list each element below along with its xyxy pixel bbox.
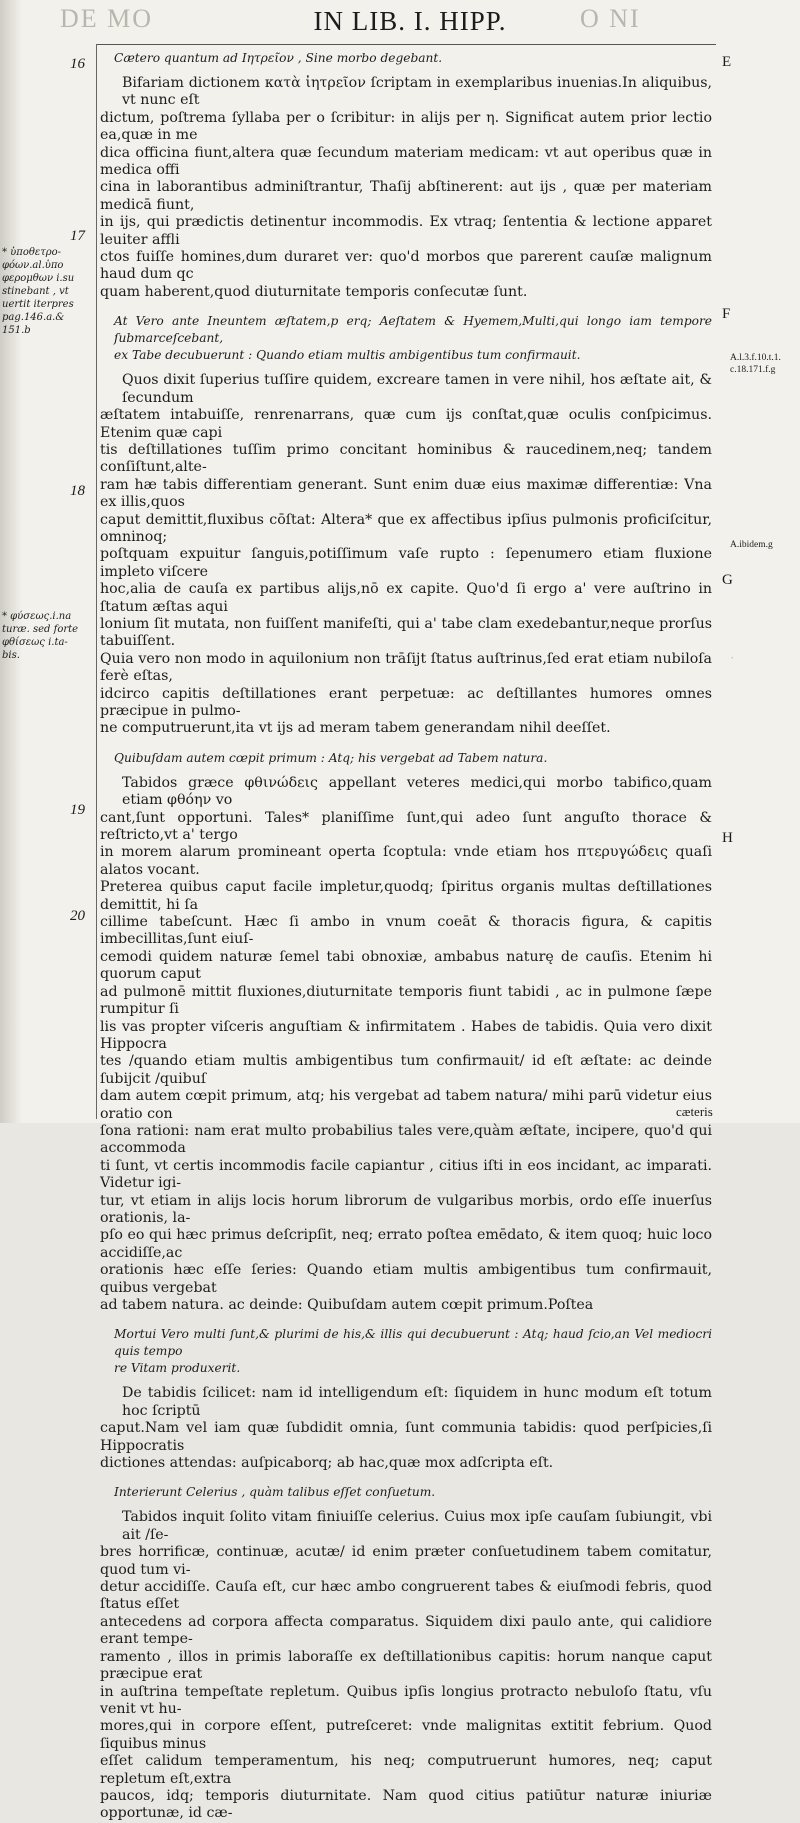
edge-mark: · [730,650,735,665]
block-spacer [100,1314,712,1326]
text-line: ctos fuiſſe homines,dum duraret ver: quo'd morbos que parerent cauſæ malignum haud dum qc [100,249,712,283]
text-line: cemodi quidem naturæ ſemel tabi obnoxiæ, ambabus naturę de cauſis. Etenim hi quorum caput [100,948,712,983]
text-line: ex Tabe decubuerunt : Quando etiam multis ambigentibus tum confirmauit. [114,348,581,363]
text-line: antecedens ad corpora affecta comparatus. Siquidem dixi paulo ante, qui calidiore erant tempe- [100,1613,712,1648]
text-line: detur accidiſſe. Cauſa eſt, cur hæc ambo congruerent tabes & eiuſmodi febris, quod ſtatus eſſet [100,1579,712,1613]
bleed-through-right: O NI [580,4,641,33]
text-line: eſſet calidum temperamentum, his neq; computruerunt humores, neq; caput repletum eſt,extra [100,1753,712,1787]
catchword: cæteris [676,1104,713,1119]
text-line: tis deſtillationes tuſſim primo concitant hominibus & raucedinem,neq; tandem conſiſtunt,alte- [100,441,712,476]
text-line: ram hæ tabis differentiam generant. Sunt enim duæ eius maximæ differentiæ: Vna ex illis,quos [100,476,712,511]
text-line: cant,ſunt opportuni. Tales* planiſſime ſunt,qui adeo ſunt anguſto thorace & reſtricto,vt a' tergo [100,809,712,844]
text-line: Bifariam dictionem κατὰ ἰητρεῖον ſcriptam in exemplaribus inuenias.In aliquibus, vt nunc eſt [122,75,712,109]
text-line: At Vero ante Ineuntem æſtatem,p erq; Aeſtatem & Hyemem,Multi,qui longo iam tempore ſubmarceſcebant, [114,314,712,346]
text-line: dictiones attendas: auſpicaborq; ab hac,quæ mox adſcripta eſt. [100,1455,554,1472]
text-line: bres horrificæ, continuæ, acutæ/ id enim præter conſuetudinem tabem comitatur, quod tum vi- [100,1544,712,1578]
text-line: idcirco capitis deſtillationes erant perpetuæ: ac deſtillantes humores omnes præcipue in pulmo- [100,685,712,719]
block-spacer [100,767,712,775]
right-margin-note: A.l.3.f.10.t.1. c.18.171.f.g [730,353,781,375]
text-line: dictum, poſtrema ſyllaba per ο ſcribitur: in alijs per η. Significat autem prior lectio ea,quæ in me [100,109,712,144]
text-line: ti ſunt, vt certis incommodis facile capiantur , citius iſti in eos incidant, ac imparati. Videtur igi- [100,1157,712,1192]
text-line: in morem alarum promineant operta ſcoptula: vnde etiam hos πτερυγώδεις quaſi alatos vocant. [100,844,712,878]
text-line: Cætero quantum ad Ιητρεῖον , Sine morbo degebant. [114,51,443,65]
commentary-block [100,75,712,301]
text-line: quam haberent,quod diuturnitate temporis conſecutæ ſunt. [100,283,528,300]
text-line: ad pulmonē mittit fluxiones,diuturnitate temporis fiunt tabidi , ac in pulmone ſæpe rumpitur ſi [100,983,712,1018]
text-line: ne computruerunt,ita vt ijs ad meram tabem generandam nihil deeſſet. [100,720,611,737]
section-number: 18 [70,483,85,499]
text-line: pſo eo qui hæc primus deſcripſit, neq; errato poſtea emēdato, & item quoq; huic loco accidiſſe,ac [100,1227,712,1261]
lemma-block [100,313,712,364]
text-line: orationis hæc eſſe ſeries: Quando etiam multis ambigentibus tum confirmauit, quibus vergebat [100,1262,712,1296]
block-spacer [100,1377,712,1385]
left-margin-note: * ὑποθετρο- φόων.al.ὑπο φερομθων i.su stinebant , vt uertit iterpres pag.146.a.& 151.b [2,247,75,336]
block-spacer [100,738,712,750]
margin-letter: G [722,572,733,588]
text-line: Quia vero non modo in aquilonium non trāſijt ſtatus auſtrinus,ſed erat etiam nubiloſa ferè eſtas, [100,650,712,685]
text-line: caput demittit,fluxibus cōſtat: Altera* que ex affectibus ipſius pulmonis proficiſcitur, omninoq; [100,511,712,545]
lemma-block [100,1484,712,1501]
text-line: dam autem cœpit primum, atq; his vergebat ad tabem natura/ mihi parū videtur eius oratio con [100,1088,712,1122]
bleed-through-left: DE MO [60,4,154,33]
header-rule [96,44,716,45]
text-line: Mortui Vero multi ſunt,& plurimi de his,& illis qui decubuerunt : Atq; haud ſcio,an Vel mediocri quis tempo [114,1327,712,1359]
text-line: Tabidos græce φθινώδεις appellant veteres medici,qui morbo tabifico,quam etiam φθόην vo [122,774,712,809]
running-head: IN LIB. I. HIPP. [313,6,507,36]
block-spacer [100,67,712,75]
block-spacer [100,301,712,313]
margin-letter: E [722,54,732,70]
text-line: Interierunt Celerius , quàm talibus eſſet conſuetum. [114,1485,436,1500]
text-line: Tabidos inquit ſolito vitam finiuiſſe celerius. Cuius mox ipſe cauſam ſubiungit, vbi ait /ſe- [122,1509,712,1543]
text-line: æſtatem intabuiſſe, renrenarrans, quæ cum ijs conſtat,quæ oculis conſpicimus. Etenim quæ capi [100,407,712,441]
text-line: hoc,alia de cauſa ex partibus alijs,nō ex capite. Quo'd ſi ergo a' vere auſtrino in ſtatum æſtas aqui [100,581,712,615]
text-line: ramento , illos in primis laboraſſe ex deſtillationibus capitis: horum nanque caput præcipue erat [100,1648,712,1683]
section-number: 20 [70,908,85,924]
text-line: tur, vt etiam in alijs locis horum librorum de vulgaribus morbis, ordo eſſe inuerſus orationis, la- [100,1192,712,1226]
text-line: poſtquam expuitur ſanguis,potiſſimum vaſe rupto : ſepenumero etiam fluxione impleto viſcere [100,546,712,580]
lemma-block [100,1326,712,1377]
text-line: in auſtrina tempeſtate repletum. Quibus ipſis longius protracto nebuloſo ſtatu, vſu venit vt hu- [100,1683,712,1717]
text-line: lonium ſit mutata, non fuiſſent manifeſti, qui a' tabe clam exedebantur,neque prorſus tabuiſſent. [100,615,712,650]
commentary-block [100,372,712,738]
margin-letter: F [722,306,731,322]
gutter-shadow [0,0,22,1123]
text-line: paucos, idq; temporis diuturnitate. Nam quod citius patiūtur naturæ iniuriæ opportunæ, id cæ- [100,1787,712,1822]
text-line: re Vitam produxerit. [114,1361,241,1376]
text-line: mores,qui in corpore eſſent, putreſceret: vnde malignitas extitit febrium. Quod ſiquibus minus [100,1718,712,1752]
text-line: tes /quando etiam multis ambigentibus tum confirmauit/ id eſt æſtate: ac deinde ſubijcit /quibuſ [100,1053,712,1087]
text-line: lis vas propter viſceris anguſtiam & infirmitatem . Habes de tabidis. Quia vero dixit Hippocra [100,1018,712,1052]
margin-letter: H [722,830,733,846]
lemma-block [100,750,712,767]
main-text [100,50,712,1823]
block-spacer [100,364,712,372]
section-number: 16 [70,56,85,72]
block-spacer [100,1501,712,1509]
text-line: in ijs, qui prædictis detinentur incommodis. Ex vtraq; ſententia & lectione apparet leuiter affli [100,214,712,248]
text-line: ſona rationi: nam erat multo probabilius tales vere,quàm æſtate, incipere, quo'd qui accommoda [100,1122,712,1157]
right-margin-note: A.ibidem.g [730,540,773,550]
commentary-block [100,1509,712,1822]
text-line: Quibuſdam autem cœpit primum : Atq; his vergebat ad Tabem natura. [114,750,548,765]
text-line: De tabidis ſcilicet: nam id intelligendum eſt: ſiquidem in hunc modum eſt totum hoc ſcriptū [122,1385,712,1419]
text-line: caput.Nam vel iam quæ ſubdidit omnia, ſunt communia tabidis: quod perſpicies,ſi Hippocratis [100,1420,712,1454]
text-line: cina in laborantibus adminiſtrantur, Thaſij abſtinerent: aut ijs , quæ per materiam medicā fiunt, [100,179,712,213]
margin-rule [96,44,97,1119]
text-line: ad tabem natura. ac deinde: Quibuſdam autem cœpit primum.Poſtea [100,1297,594,1313]
section-number: 17 [70,228,85,244]
commentary-block [100,1385,712,1472]
text-line: cillime tabeſcunt. Hæc ſi ambo in vnum coeāt & thoracis figura, & capitis imbecillitas,ſunt eiuſ- [100,914,712,948]
section-number: 19 [70,802,85,818]
block-spacer [100,1472,712,1484]
lemma-block [100,50,712,67]
commentary-block [100,775,712,1315]
left-margin-note: * φύσεως.i.na turæ. sed forte φθίσεως i.ta- bis. [2,611,79,661]
text-line: Preterea quibus caput facile impletur,quodq; ſpiritus organis multas deſtillationes demittit, hi ſa [100,879,712,913]
text-line: dica officina fiunt,altera quæ ſecundum materiam medicam: vt aut operibus quæ in medica offi [100,144,712,179]
text-line: Quos dixit ſuperius tuſſire quidem, excreare tamen in vere nihil, hos æſtate ait, & ſecundum [122,372,712,406]
